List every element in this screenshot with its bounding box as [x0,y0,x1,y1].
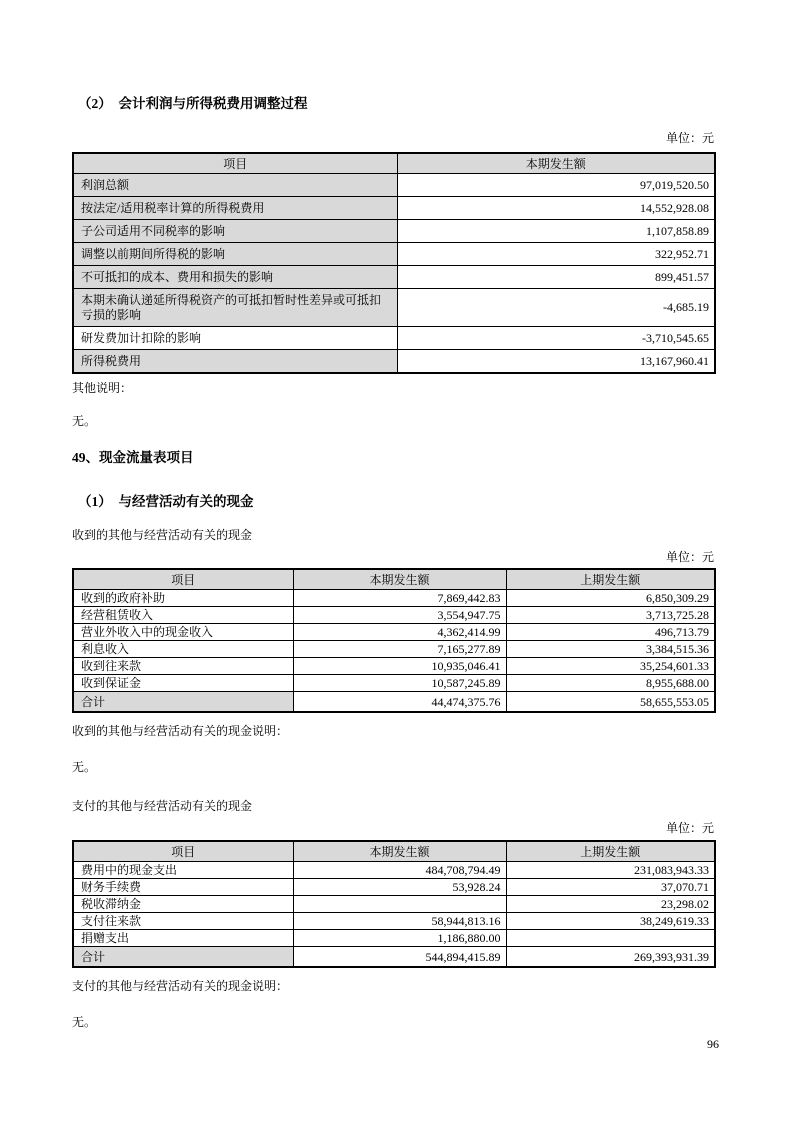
row-label: 税收滞纳金 [73,896,293,913]
table-row [73,350,715,374]
caption-cash-received: 收到的其他与经营活动有关的现金 [72,528,253,542]
row-label: 合计 [73,692,293,713]
table-row [73,607,715,624]
row-value: 58,944,813.16 [293,913,506,930]
table-row [73,220,715,243]
row-label: 不可抵扣的成本、费用和损失的影响 [73,266,397,289]
note-value-cash-paid: 无。 [72,1015,97,1029]
table-row [73,243,715,266]
column-header-prior-period: 上期发生额 [506,569,715,590]
row-value [506,930,715,947]
table-row [73,913,715,930]
row-value: 10,587,245.89 [293,675,506,692]
row-label: 研发费加计扣除的影响 [73,327,397,350]
table-row [73,675,715,692]
page-number: 96 [707,1037,719,1051]
row-value: 231,083,943.33 [506,862,715,879]
row-value: 4,362,414.99 [293,624,506,641]
row-value: 1,186,880.00 [293,930,506,947]
table-row [73,197,715,220]
row-label: 费用中的现金支出 [73,862,293,879]
other-note-value: 无。 [72,414,97,428]
cash-received-table [72,568,716,713]
row-value: 14,552,928.08 [397,197,715,220]
table-row [73,327,715,350]
row-value: 53,928.24 [293,879,506,896]
row-value: 544,894,415.89 [293,947,506,968]
column-header-item: 项目 [73,841,293,862]
column-header-current-period: 本期发生额 [293,569,506,590]
other-note-label: 其他说明： [72,381,133,395]
table-row [73,289,715,327]
table-row [73,266,715,289]
table-row [73,624,715,641]
row-label: 捐赠支出 [73,930,293,947]
row-value: 3,384,515.36 [506,641,715,658]
row-label: 收到保证金 [73,675,293,692]
note-label-cash-paid: 支付的其他与经营活动有关的现金说明： [72,979,289,993]
row-value: 496,713.79 [506,624,715,641]
row-label: 合计 [73,947,293,968]
row-label: 所得税费用 [73,350,397,374]
row-value: 7,869,442.83 [293,590,506,607]
row-value: 58,655,553.05 [506,692,715,713]
note-value-cash-received: 无。 [72,760,97,774]
row-value: 97,019,520.50 [397,174,715,197]
document-content [72,0,714,1030]
table-total-row [73,947,715,968]
row-value: 23,298.02 [506,896,715,913]
cash-paid-table [72,840,716,968]
table-row [73,658,715,675]
unit-label-paid-table: 单位：元 [665,821,714,835]
row-label: 本期未确认递延所得税资产的可抵扣暂时性差异或可抵扣亏损的影响 [73,289,397,327]
row-value: 3,554,947.75 [293,607,506,624]
row-value: 269,393,931.39 [506,947,715,968]
column-header-current-period: 本期发生额 [293,841,506,862]
table-row [73,174,715,197]
row-value: 13,167,960.41 [397,350,715,374]
table-row [73,641,715,658]
row-value: -4,685.19 [397,289,715,327]
row-label: 子公司适用不同税率的影响 [73,220,397,243]
heading-tax-adjustment: （2） 会计利润与所得税费用调整过程 [78,96,308,111]
row-value: 8,955,688.00 [506,675,715,692]
table-row [73,930,715,947]
row-label: 收到往来款 [73,658,293,675]
row-label: 利润总额 [73,174,397,197]
row-label: 支付往来款 [73,913,293,930]
tax-adjustment-table [72,152,716,374]
row-value: 322,952.71 [397,243,715,266]
row-value: 44,474,375.76 [293,692,506,713]
table-header-row [73,841,715,862]
row-value: 899,451.57 [397,266,715,289]
row-value: 10,935,046.41 [293,658,506,675]
unit-label-received-table: 单位：元 [665,550,714,564]
row-value: 38,249,619.33 [506,913,715,930]
row-label: 按法定/适用税率计算的所得税费用 [73,197,397,220]
row-value: 7,165,277.89 [293,641,506,658]
row-label: 利息收入 [73,641,293,658]
row-value: 6,850,309.29 [506,590,715,607]
table-row [73,896,715,913]
row-label: 经营租赁收入 [73,607,293,624]
row-label: 营业外收入中的现金收入 [73,624,293,641]
heading-operating-cash: （1） 与经营活动有关的现金 [78,494,254,509]
table-row [73,590,715,607]
row-value: 1,107,858.89 [397,220,715,243]
row-label: 调整以前期间所得税的影响 [73,243,397,266]
caption-cash-paid: 支付的其他与经营活动有关的现金 [72,799,253,813]
column-header-prior-period: 上期发生额 [506,841,715,862]
unit-label-tax-table: 单位：元 [665,131,714,145]
row-value [293,896,506,913]
column-header-current-period: 本期发生额 [397,153,715,174]
table-header-row [73,569,715,590]
row-value: -3,710,545.65 [397,327,715,350]
row-value: 37,070.71 [506,879,715,896]
table-total-row [73,692,715,713]
row-value: 484,708,794.49 [293,862,506,879]
row-label: 财务手续费 [73,879,293,896]
table-row [73,862,715,879]
table-header-row [73,153,715,174]
row-value: 3,713,725.28 [506,607,715,624]
column-header-item: 项目 [73,569,293,590]
heading-cash-flow-items: 49、现金流量表项目 [72,450,194,465]
row-value: 35,254,601.33 [506,658,715,675]
note-label-cash-received: 收到的其他与经营活动有关的现金说明： [72,724,289,738]
table-row [73,879,715,896]
row-label: 收到的政府补助 [73,590,293,607]
column-header-item: 项目 [73,153,397,174]
